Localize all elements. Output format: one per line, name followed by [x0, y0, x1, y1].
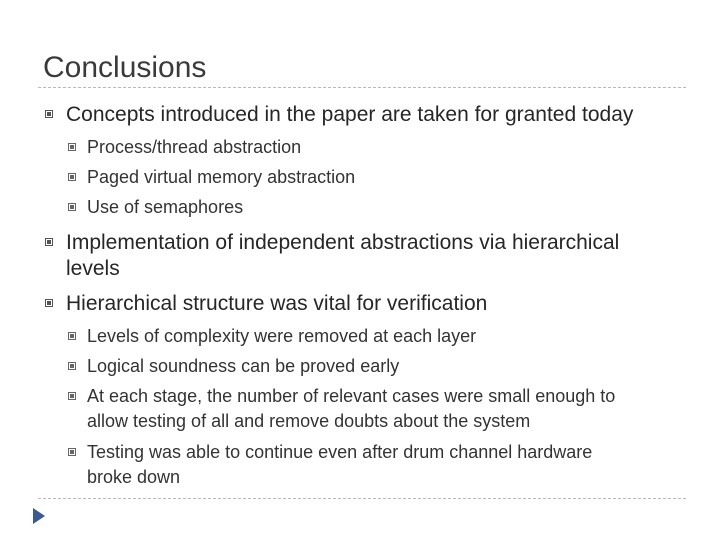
sub-bullet-text: At each stage, the number of relevant cases were small enough to	[87, 386, 616, 406]
sub-bullet-text: Process/thread abstraction	[87, 137, 302, 157]
bullet-icon	[45, 238, 53, 246]
bullet-icon	[45, 110, 53, 118]
play-arrow-icon[interactable]	[32, 507, 46, 530]
sub-bullet-text: Paged virtual memory abstraction	[87, 167, 356, 187]
bullet-text: Concepts introduced in the paper are taken for granted today	[66, 103, 634, 126]
sub-bullet-icon	[68, 332, 76, 340]
sub-bullet-icon	[68, 448, 76, 456]
sub-bullet-icon	[68, 203, 76, 211]
bullet-text: Hierarchical structure was vital for verification	[66, 292, 488, 315]
bullet-text-continuation: levels	[66, 257, 120, 280]
sub-bullet-icon	[68, 143, 76, 151]
footer-divider	[38, 498, 686, 499]
bullet-text: Implementation of independent abstractions via hierarchical	[66, 231, 620, 254]
sub-bullet-icon	[68, 362, 76, 370]
sub-bullet-text: Logical soundness can be proved early	[87, 356, 400, 376]
bullet-icon	[45, 299, 53, 307]
sub-bullet-text-continuation: broke down	[87, 467, 181, 487]
sub-bullet-text: Levels of complexity were removed at each layer	[87, 326, 477, 346]
sub-bullet-text: Use of semaphores	[87, 197, 244, 217]
sub-bullet-icon	[68, 392, 76, 400]
sub-bullet-icon	[68, 173, 76, 181]
sub-bullet-text-continuation: allow testing of all and remove doubts about the system	[87, 411, 531, 431]
slide-title: Conclusions	[43, 51, 207, 84]
sub-bullet-text: Testing was able to continue even after drum channel hardware	[87, 442, 593, 462]
